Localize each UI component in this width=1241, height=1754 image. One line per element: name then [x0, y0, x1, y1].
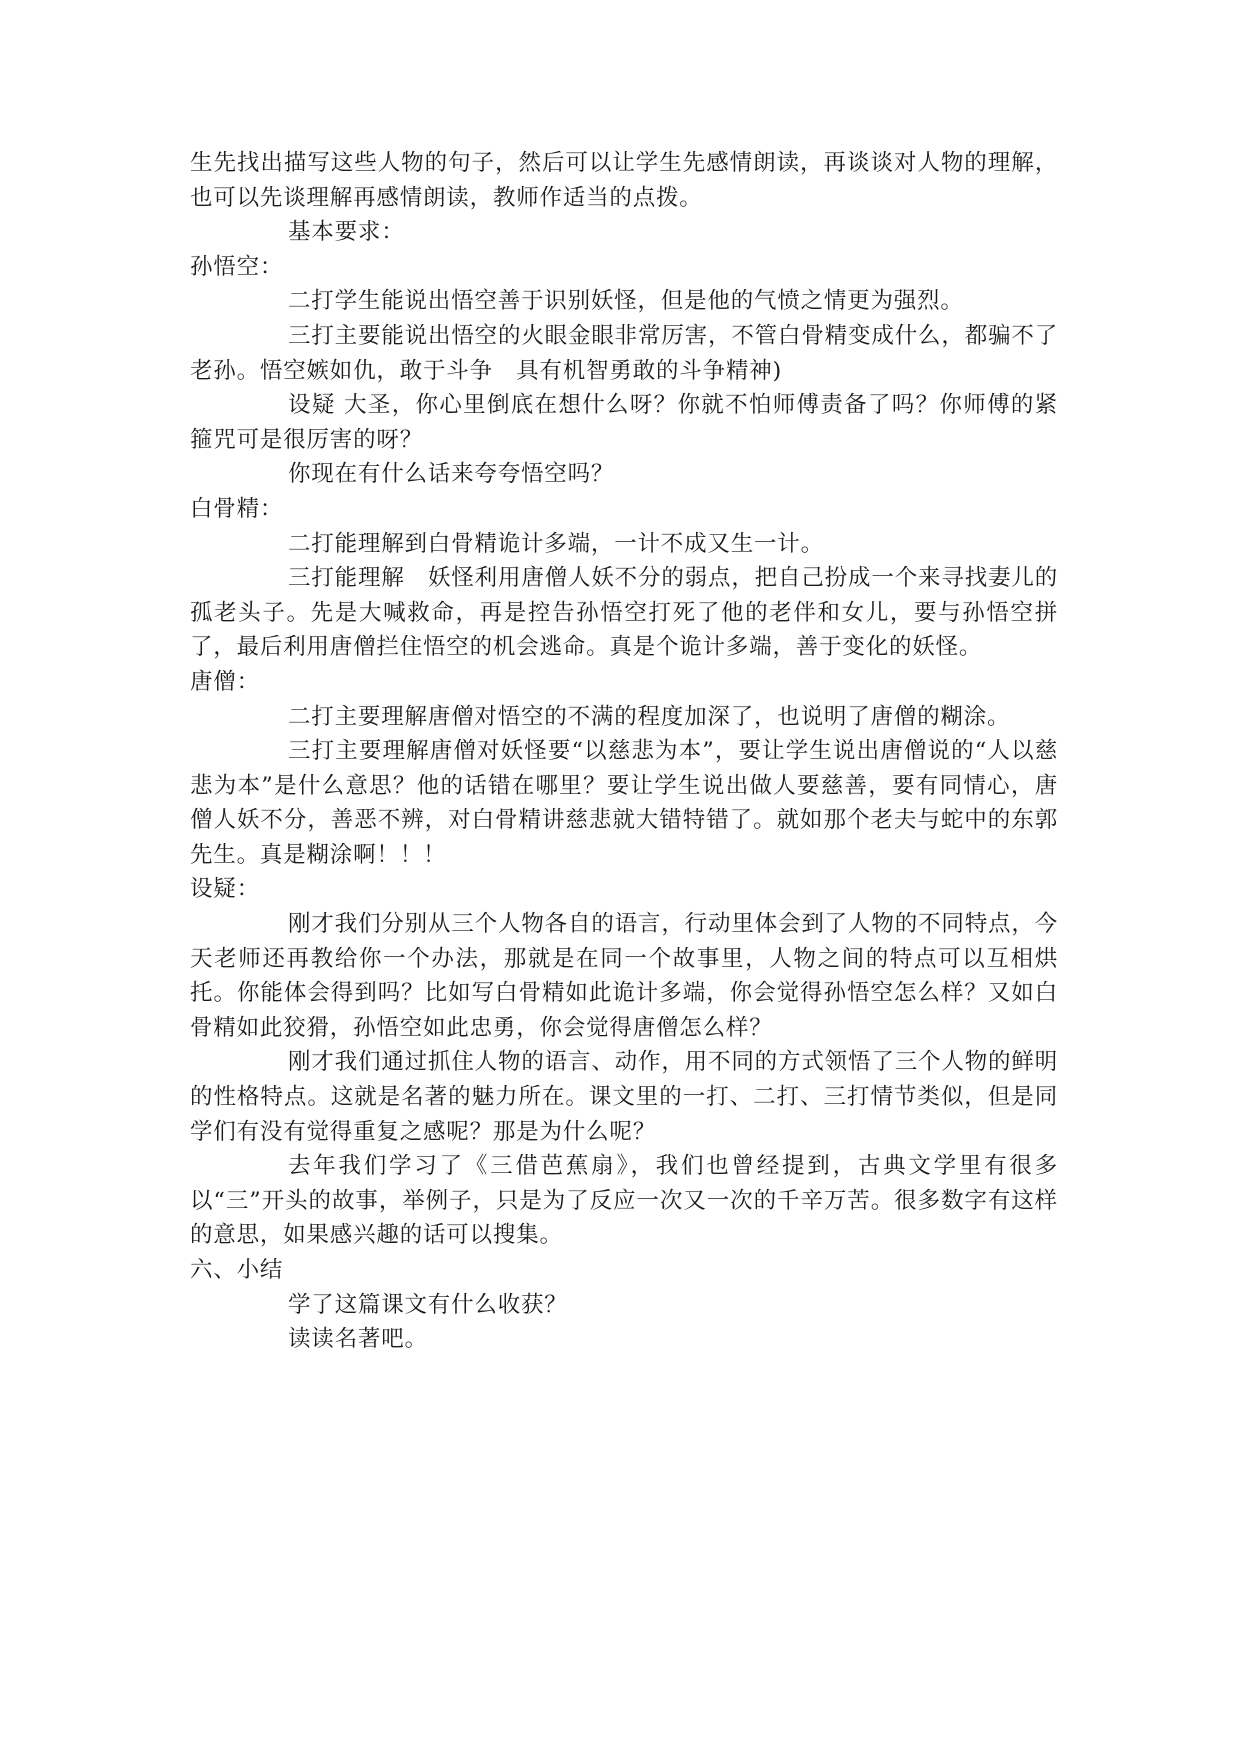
paragraph-wukong-question: 设疑 大圣，你心里倒底在想什么呀？你就不怕师傅责备了吗？你师傅的紧箍咒可是很厉害的呀？ — [190, 392, 1058, 453]
heading-baigujing: 白骨精： — [190, 495, 284, 522]
heading-basic-requirements: 基本要求： — [288, 219, 405, 246]
paragraph-intro: 生先找出描写这些人物的句子，然后可以让学生先感情朗读，再谈谈对人物的理解，也可以先谈理解再感情朗读，教师作适当的点拨。 — [190, 150, 1058, 211]
paragraph-baigujing-third: 三打能理解 妖怪利用唐僧人妖不分的弱点，把自己扮成一个来寻找妻儿的孤老头子。先是大喊救命，再是控告孙悟空打死了他的老伴和女儿，要与孙悟空拼了，最后利用唐僧拦住悟空的机会逃命。真是个诡计多端，善于变化的妖怪。 — [190, 565, 1058, 661]
heading-tang-seng: 唐僧： — [190, 668, 260, 695]
paragraph-harvest: 学了这篇课文有什么收获？ — [288, 1291, 568, 1318]
paragraph-wukong-praise: 你现在有什么话来夸夸悟空吗？ — [288, 461, 615, 488]
heading-sun-wukong: 孙悟空： — [190, 253, 284, 280]
paragraph-read-classics: 读读名著吧。 — [288, 1326, 428, 1353]
paragraph-wukong-third: 三打主要能说出悟空的火眼金眼非常厉害，不管白骨精变成什么，都骗不了老孙。悟空嫉如仇，敢于斗争 具有机智勇敢的斗争精神) — [190, 322, 1058, 384]
paragraph-tangseng-third: 三打主要理解唐僧对妖怪要“以慈悲为本”，要让学生说出唐僧说的“人以慈悲为本”是什么意思？他的话错在哪里？要让学生说出做人要慈善，要有同情心，唐僧人妖不分，善恶不辨，对白骨精讲慈悲就大错特错了。就如那个老夫与蛇中的东郭先生。真是糊涂啊！！！ — [190, 738, 1058, 868]
paragraph-baigujing-second: 二打能理解到白骨精诡计多端，一计不成又生一计。 — [288, 530, 824, 557]
paragraph-classic-charm: 刚才我们通过抓住人物的语言、动作，用不同的方式领悟了三个人物的鲜明的性格特点。这就是名著的魅力所在。课文里的一打、二打、三打情节类似，但是同学们有没有觉得重复之感呢？那是为什么呢？ — [190, 1049, 1058, 1145]
paragraph-tangseng-second: 二打主要理解唐僧对悟空的不满的程度加深了，也说明了唐僧的糊涂。 — [288, 703, 1011, 730]
heading-summary: 六、小结 — [190, 1257, 284, 1283]
paragraph-contrast: 刚才我们分别从三个人物各自的语言，行动里体会到了人物的不同特点，今天老师还再教给你一个办法，那就是在同一个故事里，人物之间的特点可以互相烘托。你能体会得到吗？比如写白骨精如此诡计多端，你会觉得孙悟空怎么样？又如白骨精如此狡猾，孙悟空如此忠勇，你会觉得唐僧怎么样？ — [190, 911, 1058, 1041]
document-page — [190, 146, 1058, 1357]
paragraph-three-stories: 去年我们学习了《三借芭蕉扇》，我们也曾经提到，古典文学里有很多以“三”开头的故事，举例子，只是为了反应一次又一次的千辛万苦。很多数字有这样的意思，如果感兴趣的话可以搜集。 — [190, 1153, 1058, 1249]
heading-question: 设疑： — [190, 876, 260, 903]
paragraph-wukong-second: 二打学生能说出悟空善于识别妖怪，但是他的气愤之情更为强烈。 — [288, 288, 964, 315]
